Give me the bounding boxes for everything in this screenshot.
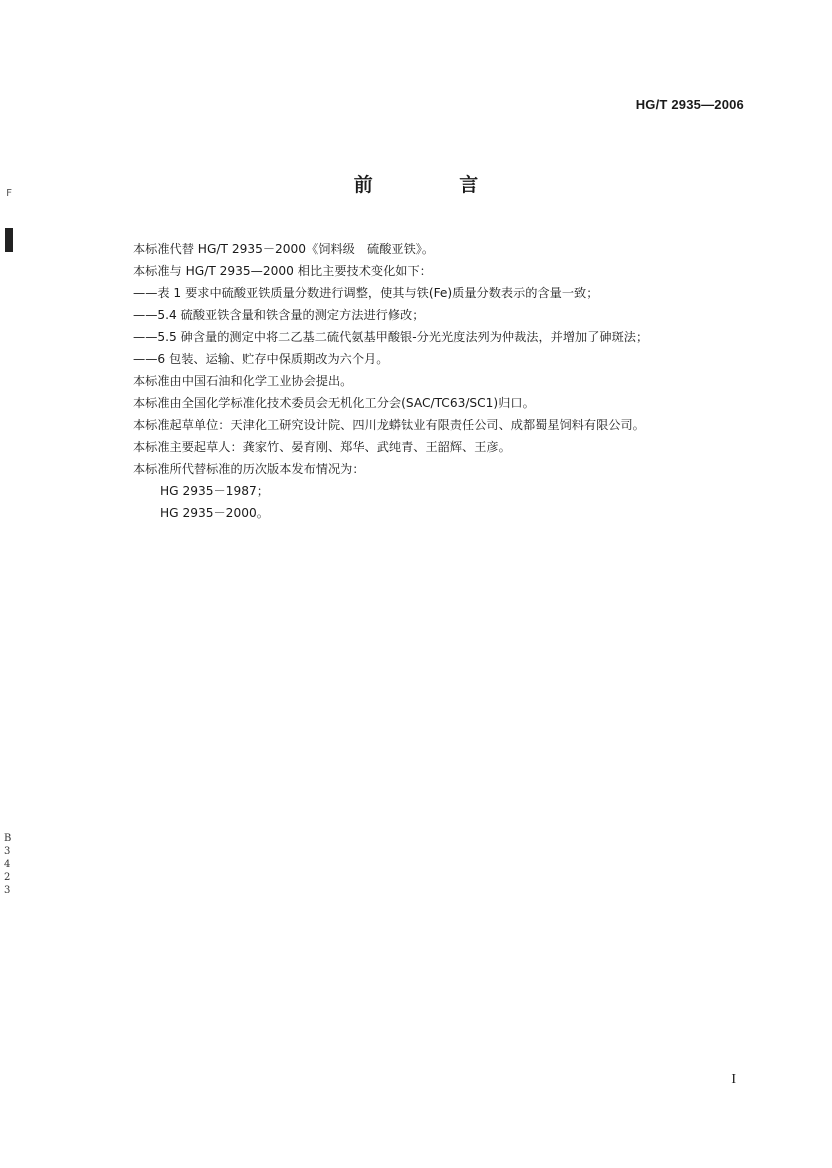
margin-digit: 3	[4, 885, 11, 896]
margin-digits	[4, 832, 11, 897]
history-item: HG 2935－1987；	[160, 484, 269, 498]
preface-line: 本标准与 HG/T 2935—2000 相比主要技术变化如下：	[133, 264, 432, 278]
margin-digit: 4	[4, 859, 11, 870]
preface-line: 本标准所代替标准的历次版本发布情况为：	[133, 462, 365, 476]
preface-line: 本标准起草单位：天津化工研究设计院、四川龙蟒钛业有限责任公司、成都蜀星饲料有限公司。	[133, 418, 645, 432]
change-item: ——5.4 硫酸亚铁含量和铁含量的测定方法进行修改；	[133, 308, 425, 322]
preface-body	[133, 238, 753, 524]
margin-digit: 3	[4, 846, 11, 857]
page-number: I	[731, 1072, 736, 1087]
preface-line: 本标准由中国石油和化学工业协会提出。	[133, 374, 353, 388]
change-item: ——5.5 砷含量的测定中将二乙基二硫代氨基甲酸银-分光光度法列为仲裁法，并增加了砷斑法；	[133, 330, 649, 344]
change-item: ——表 1 要求中硫酸亚铁质量分数进行调整，使其与铁(Fe)质量分数表示的含量一致；	[133, 286, 599, 300]
standard-code: HG/T 2935—2006	[635, 97, 744, 112]
preface-line: 本标准主要起草人：龚家竹、晏育刚、郑华、武纯青、王韶辉、王彦。	[133, 440, 511, 454]
preface-line: 本标准代替 HG/T 2935－2000《饲料级 硫酸亚铁》。	[133, 242, 435, 256]
page-title: 前 言	[353, 174, 519, 196]
preface-line: 本标准由全国化学标准化技术委员会无机化工分会(SAC/TC63/SC1)归口。	[133, 396, 535, 410]
margin-digit: 2	[4, 872, 11, 883]
history-item: HG 2935－2000。	[160, 506, 269, 520]
change-item: ——6 包装、运输、贮存中保质期改为六个月。	[133, 352, 389, 366]
margin-bar	[5, 228, 13, 252]
margin-digit: B	[4, 833, 12, 844]
margin-tick: F	[6, 188, 13, 199]
